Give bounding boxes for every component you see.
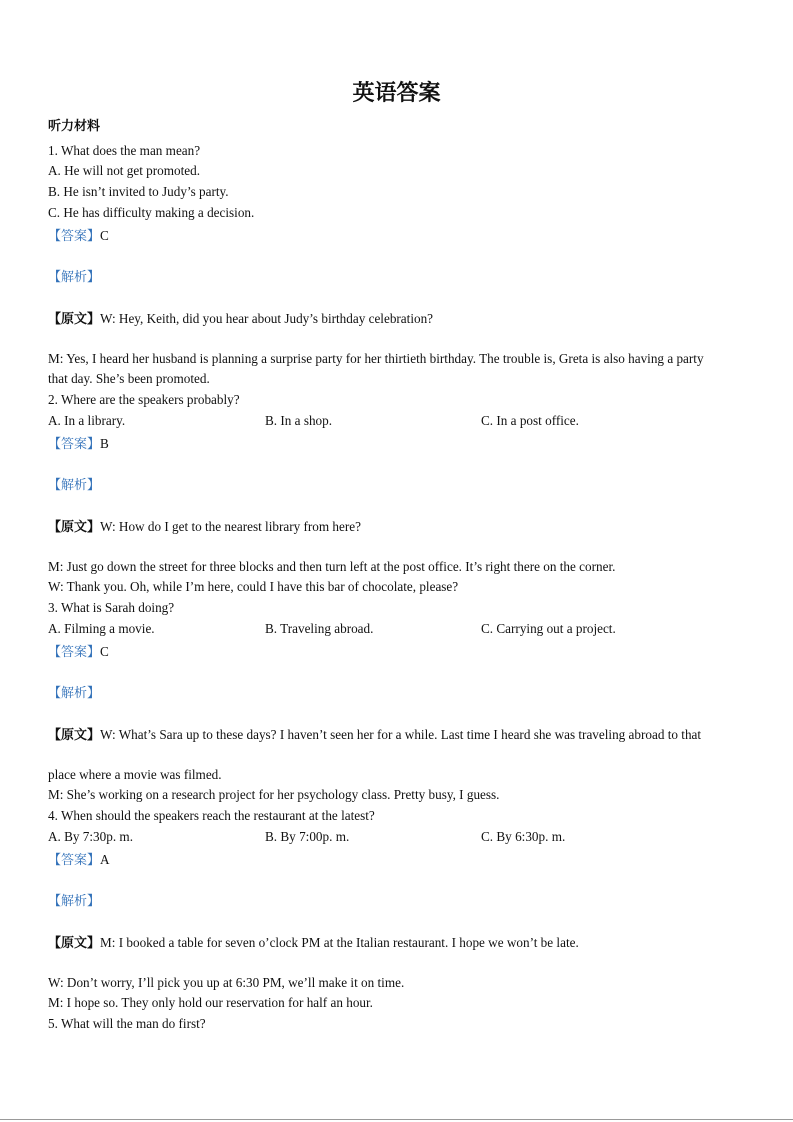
q2-question: 2. Where are the speakers probably?	[48, 392, 240, 407]
q1-transcript-line: M: Yes, I heard her husband is planning a surprise party for her thirtieth birthday. The trouble is, Greta is also having a party	[48, 351, 704, 366]
q3-original-text: W: What’s Sara up to these days? I haven’t seen her for a while. Last time I heard she was traveling abroad to that	[100, 727, 702, 742]
analysis-label: 【解析】	[48, 478, 101, 493]
q3-analysis	[48, 685, 100, 702]
original-label: 【原文】	[48, 520, 101, 535]
q4-option-b: B. By 7:00p. m.	[265, 829, 350, 844]
q1-transcript-line: that day. She’s been promoted.	[48, 371, 210, 386]
q1-answer-value: C	[100, 228, 109, 243]
q2-option-b: B. In a shop.	[265, 413, 333, 428]
q2-original	[48, 519, 361, 536]
q4-original	[48, 935, 579, 952]
q3-answer-value: C	[100, 644, 109, 659]
q1-original-text: W: Hey, Keith, did you hear about Judy’s birthday celebration?	[100, 311, 434, 326]
q3-option-c: C. Carrying out a project.	[481, 621, 616, 636]
q2-option-a: A. In a library.	[48, 413, 126, 428]
original-label: 【原文】	[48, 936, 101, 951]
original-label: 【原文】	[48, 728, 101, 743]
q1-analysis	[48, 269, 100, 286]
q1-option-a: A. He will not get promoted.	[48, 163, 200, 178]
q4-transcript-line: W: Don’t worry, I’ll pick you up at 6:30 PM, we’ll make it on time.	[48, 975, 405, 990]
q4-option-c: C. By 6:30p. m.	[481, 829, 566, 844]
section-heading: 听力材料	[48, 119, 101, 134]
q4-original-text: M: I booked a table for seven o’clock PM at the Italian restaurant. I hope we won’t be late.	[100, 935, 579, 950]
q4-option-a: A. By 7:30p. m.	[48, 829, 133, 844]
q3-option-a: A. Filming a movie.	[48, 621, 155, 636]
q3-original	[48, 727, 701, 744]
answer-label: 【答案】	[48, 437, 101, 452]
original-label: 【原文】	[48, 312, 101, 327]
q2-option-c: C. In a post office.	[481, 413, 579, 428]
analysis-label: 【解析】	[48, 894, 101, 909]
q2-analysis	[48, 477, 100, 494]
page-title: 英语答案	[352, 81, 441, 106]
q1-answer	[48, 228, 109, 245]
q4-transcript-line: M: I hope so. They only hold our reservation for half an hour.	[48, 995, 373, 1010]
q3-option-b: B. Traveling abroad.	[265, 621, 374, 636]
q4-analysis	[48, 893, 100, 910]
q1-option-b: B. He isn’t invited to Judy’s party.	[48, 184, 229, 199]
q2-answer	[48, 436, 109, 453]
q3-question: 3. What is Sarah doing?	[48, 600, 175, 615]
analysis-label: 【解析】	[48, 686, 101, 701]
q4-answer-value: A	[100, 852, 110, 867]
q2-transcript-line: W: Thank you. Oh, while I’m here, could I have this bar of chocolate, please?	[48, 579, 459, 594]
q1-option-c: C. He has difficulty making a decision.	[48, 205, 255, 220]
answer-label: 【答案】	[48, 229, 101, 244]
q3-transcript-line: M: She’s working on a research project for her psychology class. Pretty busy, I guess.	[48, 787, 500, 802]
answer-label: 【答案】	[48, 645, 101, 660]
q3-answer	[48, 644, 109, 661]
page-divider	[0, 1119, 793, 1120]
analysis-label: 【解析】	[48, 270, 101, 285]
q2-original-text: W: How do I get to the nearest library from here?	[100, 519, 361, 534]
q2-answer-value: B	[100, 436, 109, 451]
q4-question: 4. When should the speakers reach the restaurant at the latest?	[48, 808, 375, 823]
q2-transcript-line: M: Just go down the street for three blocks and then turn left at the post office. It’s right there on the corner.	[48, 559, 616, 574]
answer-label: 【答案】	[48, 853, 101, 868]
q3-transcript-line: place where a movie was filmed.	[48, 767, 222, 782]
q1-question: 1. What does the man mean?	[48, 143, 201, 158]
q5-question: 5. What will the man do first?	[48, 1016, 206, 1031]
q1-original	[48, 311, 433, 328]
q4-answer	[48, 852, 110, 869]
